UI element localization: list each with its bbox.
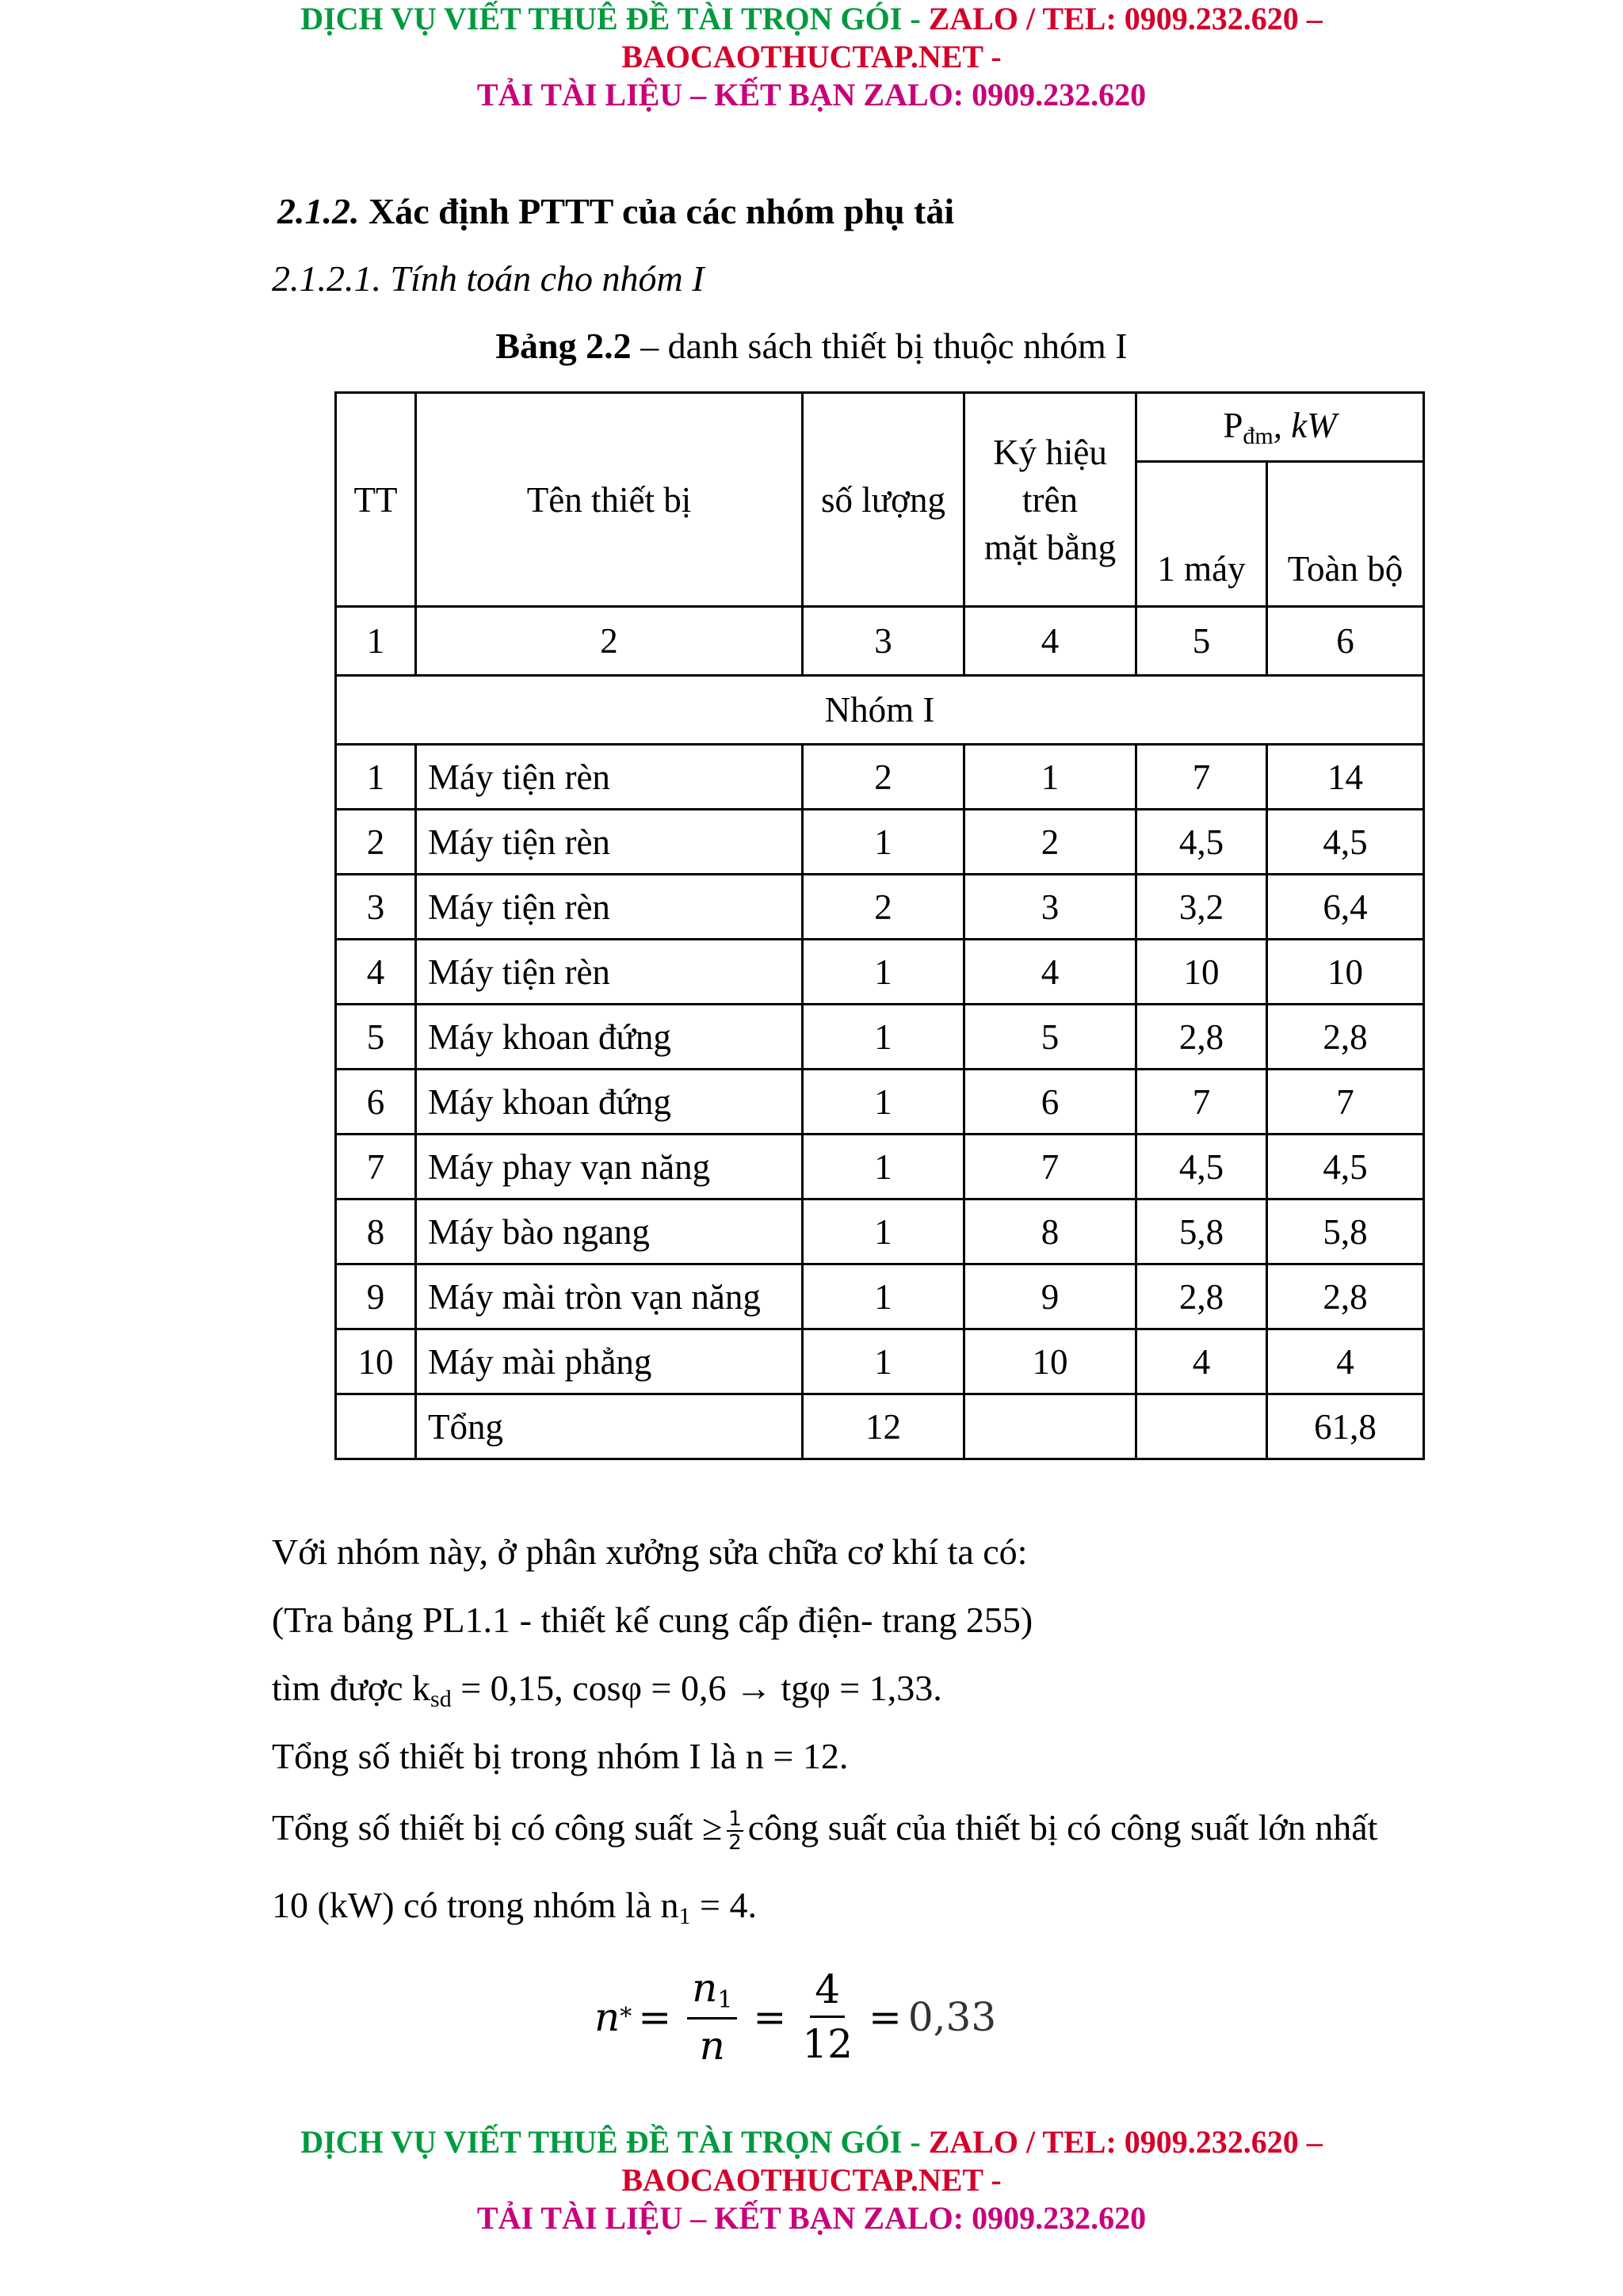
col-header-symbol: Ký hiệu trên mặt bằng	[964, 393, 1136, 607]
cell-power-total: 7	[1267, 1070, 1424, 1135]
col-number: 6	[1267, 607, 1424, 676]
table-row	[336, 1135, 1424, 1199]
banner-line-1: DỊCH VỤ VIẾT THUÊ ĐỀ TÀI TRỌN GÓI - ZALO / TEL: 0909.232.620 –	[300, 2124, 1323, 2160]
body-paragraph-2: (Tra bảng PL1.1 - thiết kế cung cấp điện- trang 255)	[272, 1600, 1033, 1640]
cell-power-total: 4,5	[1267, 1135, 1424, 1199]
body-paragraph-3: tìm được $k_{sd} = 0,15$, cosφ = 0,6 → tgφ = 1,33.	[272, 1668, 942, 1712]
cell-tt: 2	[336, 810, 416, 875]
cell-power-one: 4,5	[1136, 1135, 1267, 1199]
table-row	[336, 940, 1424, 1005]
cell-power-one	[1136, 1394, 1267, 1459]
col-header-power: $P_{đm}$, kW	[1136, 393, 1424, 462]
table-row	[336, 1005, 1424, 1070]
cell-tt: 7	[336, 1135, 416, 1199]
cell-name: Máy phay vạn năng	[416, 1135, 803, 1199]
section-heading: 2.1.2. Xác định PTTT của các nhóm phụ tải	[277, 191, 955, 231]
table-caption: Bảng 2.2 – danh sách thiết bị thuộc nhóm I	[495, 326, 1128, 366]
cell-power-total: 4,5	[1267, 810, 1424, 875]
cell-power-total: 10	[1267, 940, 1424, 1005]
formula-result: 0,33	[907, 1993, 997, 2040]
banner-line-2: BAOCAOTHUCTAP.NET -	[621, 2162, 1002, 2198]
cell-qty: 1	[803, 940, 964, 1005]
ratio-formula: n * = $\frac{n_1}{n}$ = $\frac{4}{12}$ = 0,33	[594, 1965, 997, 2069]
total-row	[336, 1394, 1424, 1459]
cell-symbol: 5	[964, 1005, 1136, 1070]
table-row	[336, 1070, 1424, 1135]
cell-qty: 1	[803, 1329, 964, 1394]
table-row	[336, 875, 1424, 940]
banner-line-2: BAOCAOTHUCTAP.NET -	[621, 39, 1002, 74]
cell-name: Máy tiện rèn	[416, 745, 803, 810]
cell-tt: 10	[336, 1329, 416, 1394]
footer-banner	[0, 2123, 1623, 2237]
half-fraction: $\frac{1}{2}$	[728, 1807, 742, 1855]
cell-symbol: 6	[964, 1070, 1136, 1135]
table-header-row	[336, 393, 1424, 462]
col-number: 5	[1136, 607, 1267, 676]
banner-line-3: TẢI TÀI LIỆU – KẾT BẠN ZALO: 0909.232.620	[476, 77, 1147, 113]
total-power: 61,8	[1267, 1394, 1424, 1459]
cell-tt: 5	[336, 1005, 416, 1070]
cell-power-total: 4	[1267, 1329, 1424, 1394]
group-label: Nhóm I	[336, 676, 1424, 745]
col-number: 1	[336, 607, 416, 676]
body-paragraph-4: Tổng số thiết bị trong nhóm I là n = 12.	[272, 1736, 849, 1776]
col-header-qty: số lượng	[803, 393, 964, 607]
col-header-name: Tên thiết bị	[416, 393, 803, 607]
cell-qty: 1	[803, 1135, 964, 1199]
cell-symbol: 9	[964, 1264, 1136, 1329]
cell-name: Máy khoan đứng	[416, 1070, 803, 1135]
col-header-tt: TT	[336, 393, 416, 607]
cell-qty: 1	[803, 1264, 964, 1329]
cell-name: Máy tiện rèn	[416, 875, 803, 940]
column-number-row	[336, 607, 1424, 676]
cell-qty: 1	[803, 810, 964, 875]
cell-tt: 6	[336, 1070, 416, 1135]
cell-name: Máy mài phẳng	[416, 1329, 803, 1394]
cell-tt	[336, 1394, 416, 1459]
group-row	[336, 676, 1424, 745]
col-header-one-machine: 1 máy	[1136, 462, 1267, 607]
cell-name: Máy khoan đứng	[416, 1005, 803, 1070]
cell-tt: 8	[336, 1199, 416, 1264]
cell-power-one: 2,8	[1136, 1264, 1267, 1329]
cell-qty: 1	[803, 1199, 964, 1264]
col-header-total: Toàn bộ	[1267, 462, 1424, 607]
body-paragraph-5: Tổng số thiết bị có công suất ≥ $\frac{1}{2}$ công suất của thiết bị có công suất lớn nhất	[272, 1807, 1378, 1855]
equipment-table	[334, 391, 1425, 1460]
cell-qty: 1	[803, 1005, 964, 1070]
cell-symbol: 7	[964, 1135, 1136, 1199]
cell-power-total: 2,8	[1267, 1264, 1424, 1329]
table-row	[336, 1329, 1424, 1394]
formula-fraction-1: $\frac{n_1}{n}$	[687, 1965, 737, 2069]
cell-name: Máy tiện rèn	[416, 940, 803, 1005]
total-label: Tổng	[416, 1394, 803, 1459]
cell-power-one: 7	[1136, 745, 1267, 810]
cell-symbol: 4	[964, 940, 1136, 1005]
cell-qty: 2	[803, 745, 964, 810]
cell-power-one: 4,5	[1136, 810, 1267, 875]
cell-tt: 1	[336, 745, 416, 810]
body-paragraph-1: Với nhóm này, ở phân xưởng sửa chữa cơ khí ta có:	[272, 1531, 1028, 1572]
cell-name: Máy mài tròn vạn năng	[416, 1264, 803, 1329]
cell-power-one: 3,2	[1136, 875, 1267, 940]
banner-line-1: DỊCH VỤ VIẾT THUÊ ĐỀ TÀI TRỌN GÓI - ZALO / TEL: 0909.232.620 –	[300, 1, 1323, 36]
cell-power-one: 5,8	[1136, 1199, 1267, 1264]
table-row	[336, 745, 1424, 810]
cell-power-total: 2,8	[1267, 1005, 1424, 1070]
cell-symbol: 2	[964, 810, 1136, 875]
cell-qty: 1	[803, 1070, 964, 1135]
cell-symbol: 1	[964, 745, 1136, 810]
cell-tt: 3	[336, 875, 416, 940]
cell-symbol: 10	[964, 1329, 1136, 1394]
table-row	[336, 1264, 1424, 1329]
col-number: 3	[803, 607, 964, 676]
cell-power-one: 10	[1136, 940, 1267, 1005]
cell-power-total: 6,4	[1267, 875, 1424, 940]
table-row	[336, 810, 1424, 875]
col-number: 4	[964, 607, 1136, 676]
cell-power-total: 5,8	[1267, 1199, 1424, 1264]
cell-tt: 4	[336, 940, 416, 1005]
cell-power-one: 7	[1136, 1070, 1267, 1135]
header-banner	[0, 0, 1623, 114]
total-qty: 12	[803, 1394, 964, 1459]
cell-qty: 2	[803, 875, 964, 940]
body-paragraph-6: 10 (kW) có trong nhóm là $n_1 = 4$.	[272, 1885, 757, 1929]
cell-name: Máy bào ngang	[416, 1199, 803, 1264]
cell-power-total: 14	[1267, 745, 1424, 810]
cell-symbol	[964, 1394, 1136, 1459]
banner-line-3: TẢI TÀI LIỆU – KẾT BẠN ZALO: 0909.232.620	[476, 2200, 1147, 2236]
subsection-heading: 2.1.2.1. Tính toán cho nhóm I	[272, 258, 705, 299]
table-row	[336, 1199, 1424, 1264]
formula-fraction-2: $\frac{4}{12}$	[802, 1966, 853, 2067]
cell-name: Máy tiện rèn	[416, 810, 803, 875]
cell-symbol: 8	[964, 1199, 1136, 1264]
cell-power-one: 2,8	[1136, 1005, 1267, 1070]
cell-symbol: 3	[964, 875, 1136, 940]
cell-tt: 9	[336, 1264, 416, 1329]
col-number: 2	[416, 607, 803, 676]
cell-power-one: 4	[1136, 1329, 1267, 1394]
